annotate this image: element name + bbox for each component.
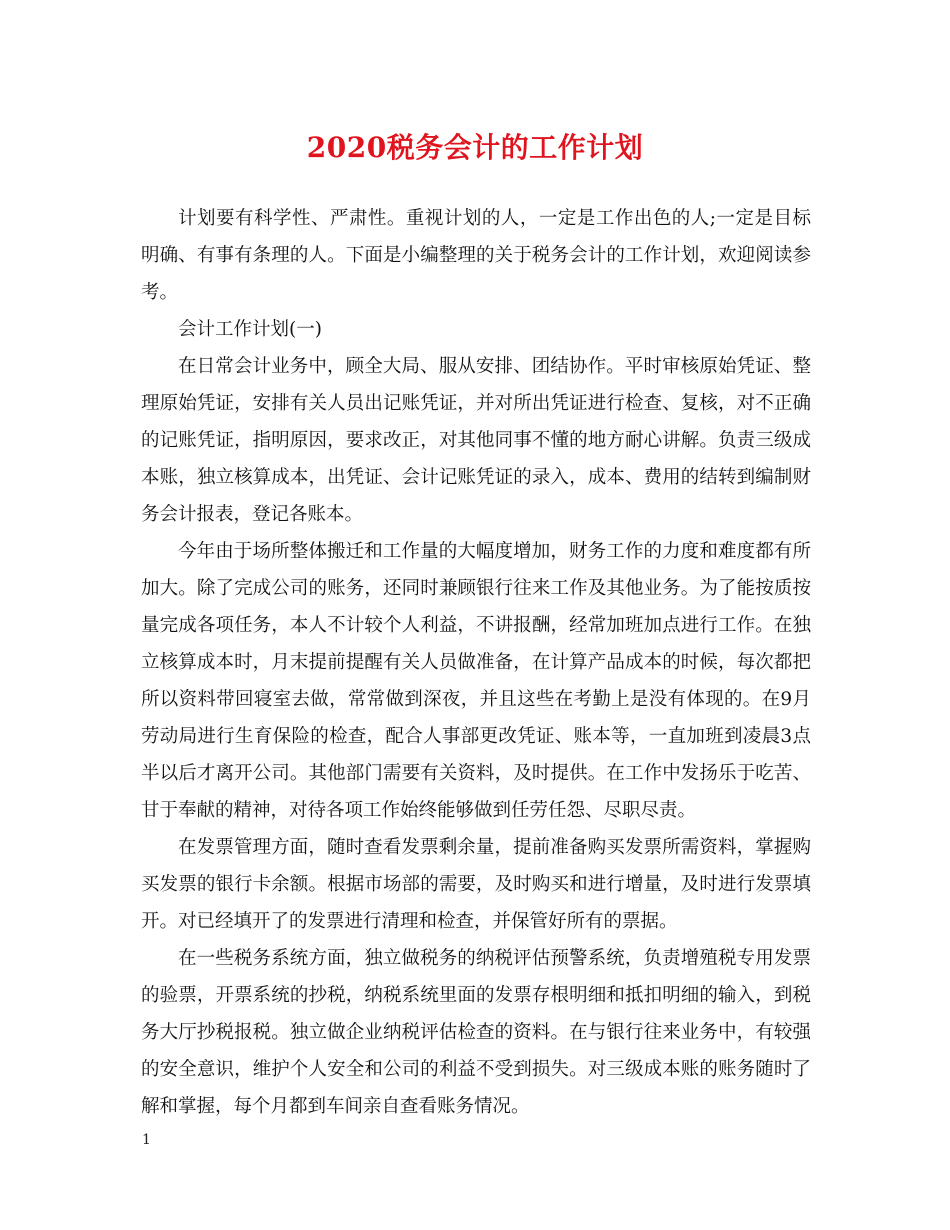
body-paragraph: 今年由于场所整体搬迁和工作量的大幅度增加，财务工作的力度和难度都有所加大。除了完成公司的账务，还同时兼顾银行往来工作及其他业务。为了能按质按量完成各项任务，本人不计较个人利益，不讲报酬，经常加班加点进行工作。在独立核算成本时，月末提前提醒有关人员做准备，在计算产品成本的时候，每次都把所以资料带回寝室去做，常常做到深夜，并且这些在考勤上是没有体现的。在9月劳动局进行生育保险的检查，配合人事部更改凭证、账本等，一直加班到凌晨3点半以后才离开公司。其他部门需要有关资料，及时提供。在工作中发扬乐于吃苦、甘于奉献的精神，对待各项工作始终能够做到任劳任怨、尽职尽责。 — [141, 541, 811, 821]
document-body — [141, 200, 811, 1125]
body-paragraph: 在一些税务系统方面，独立做税务的纳税评估预警系统，负责增殖税专用发票的验票，开票系统的抄税，纳税系统里面的发票存根明细和抵扣明细的输入，到税务大厅抄税报税。独立做企业纳税评估检查的资料。在与银行往来业务中，有较强的安全意识，维护个人安全和公司的利益不受到损失。对三级成本账的账务随时了解和掌握，每个月都到车间亲自查看账务情况。 — [141, 948, 811, 1117]
section-heading: 会计工作计划(一) — [178, 319, 322, 340]
body-paragraph: 在日常会计业务中，顾全大局、服从安排、团结协作。平时审核原始凭证、整理原始凭证，安排有关人员出记账凭证，并对所出凭证进行检查、复核，对不正确的记账凭证，指明原因，要求改正，对其他同事不懂的地方耐心讲解。负责三级成本账，独立核算成本，出凭证、会计记账凭证的录入，成本、费用的结转到编制财务会计报表，登记各账本。 — [141, 356, 811, 525]
body-paragraph: 在发票管理方面，随时查看发票剩余量，提前准备购买发票所需资料，掌握购买发票的银行卡余额。根据市场部的需要，及时购买和进行增量，及时进行发票填开。对已经填开了的发票进行清理和检查，并保管好所有的票据。 — [141, 837, 811, 932]
intro-paragraph: 计划要有科学性、严肃性。重视计划的人，一定是工作出色的人;一定是目标明确、有事有条理的人。下面是小编整理的关于税务会计的工作计划，欢迎阅读参考。 — [141, 208, 811, 303]
page-number: 1 — [142, 1132, 151, 1148]
document-title: 2020税务会计的工作计划 — [306, 131, 644, 164]
